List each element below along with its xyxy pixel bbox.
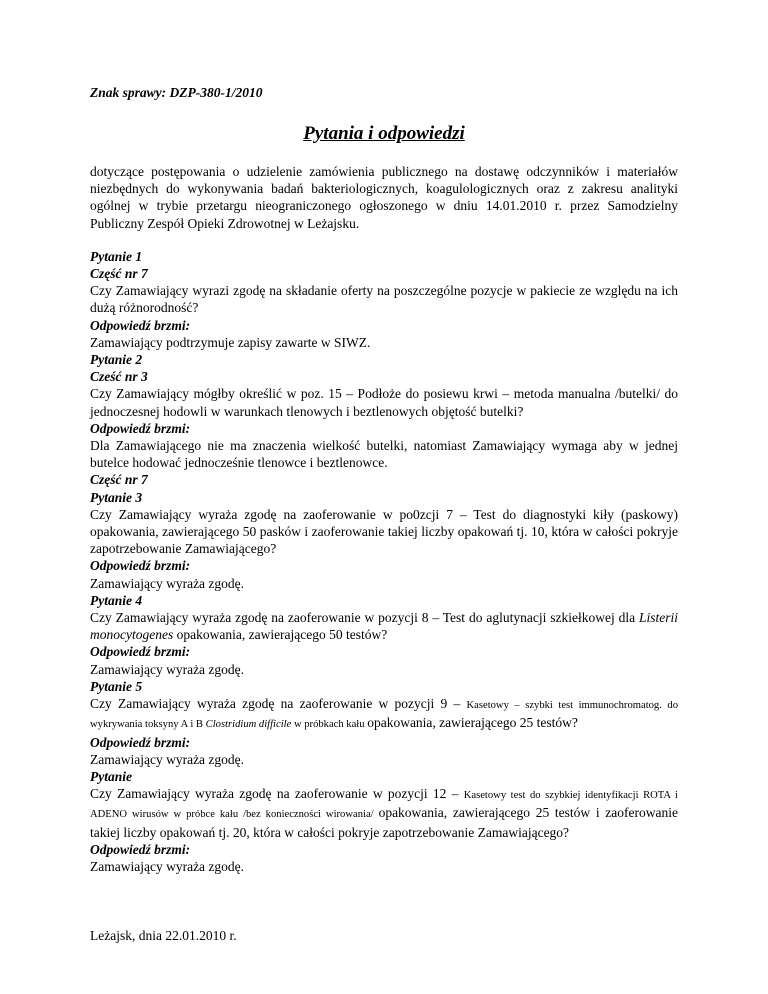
answer-3-label: Odpowiedź brzmi: [90,558,191,574]
answer-1-label: Odpowiedź brzmi: [90,317,191,333]
answer-5-label: Odpowiedź brzmi: [90,734,191,750]
answer-3-text: Zamawiający wyraża zgodę. [90,575,245,591]
question-2-text: Czy Zamawiający mógłby określić w poz. 15 – Podłoże do posiewu krwi – metoda manualna /butelki/ do jednoczesnej hodowli w warunkach tlenowych i beztlenowych objętość butelki? [90,386,678,419]
question-1-label: Pytanie 1 [90,248,143,264]
question-2-label: Pytanie 2 [90,352,143,368]
question-4-text [90,609,678,643]
qa-section [90,248,678,875]
question-4-text-a: Czy Zamawiający wyraża zgodę na zaoferowanie w pozycji 8 – Test do aglutynacji szkiełkowej dla [90,610,639,626]
question-6-text [90,785,678,841]
question-4-organism: Listerii monocytogenes [90,610,678,643]
question-5-label: Pytanie 5 [90,678,143,694]
question-3-label: Pytanie 3 [90,489,143,505]
answer-1-text: Zamawiający podtrzymuje zapisy zawarte w SIWZ. [90,334,371,350]
question-6-text-b: opakowania, zawierającego 25 testów i zaoferowanie takiej liczby opakowań tj. 20, która w całości pokryje zapotrzebowanie Zamawiającego? [90,805,678,840]
question-1-part: Część nr 7 [90,266,148,282]
question-5-text-b: opakowania, zawierającego 25 testów? [367,715,578,731]
question-6-label: Pytanie [90,768,132,784]
document-page [90,85,678,944]
answer-4-label: Odpowiedź brzmi: [90,644,191,660]
answer-2-text: Dla Zamawiającego nie ma znaczenia wielkość butelki, natomiast Zamawiający wymaga aby w jednej butelce hodować jednocześnie tlenowce i beztlenowce. [90,438,678,471]
case-number: Znak sprawy: DZP-380-1/2010 [90,85,263,100]
answer-4-text: Zamawiający wyraża zgodę. [90,661,245,677]
answer-5-text: Zamawiający wyraża zgodę. [90,751,245,767]
question-4-text-b: opakowania, zawierającego 50 testów? [173,627,388,643]
question-6-text-a: Czy Zamawiający wyraża zgodę na zaoferowanie w pozycji 12 – [90,786,464,802]
document-title: Pytania i odpowiedzi [303,123,465,144]
answer-2-label: Odpowiedź brzmi: [90,420,191,436]
question-5-text [90,695,678,733]
place-and-date: Leżajsk, dnia 22.01.2010 r. [90,928,237,944]
intro-paragraph: dotyczące postępowania o udzielenie zamówienia publicznego na dostawę odczynników i materiałów niezbędnych do wykonywania badań bakteriologicznych, koagulologicznych oraz z zakresu analityki ogólnej w trybie przetargu nieograniczonego ogłoszonego w dniu 14.01.2010 r. przez Samodzielny Publiczny Zespół Opieki Zdrowotnej w Leżajsku. [90,164,678,231]
part-heading: Część nr 7 [90,472,148,488]
question-5-small-a: Kasetowy – szybki test immunochromatog. do wykrywania toksyny A i B [90,700,678,731]
question-5-small-b: w próbkach kału [291,719,368,731]
question-4-label: Pytanie 4 [90,592,143,608]
question-1-text: Czy Zamawiający wyrazi zgodę na składanie oferty na poszczególne pozycje w pakiecie ze względu na ich dużą różnorodność? [90,283,678,316]
question-5-text-a: Czy Zamawiający wyraża zgodę na zaoferowanie w pozycji 9 – [90,696,467,712]
question-6-small: Kasetowy test do szybkiej identyfikacji ROTA i ADENO wirusów w próbce kału /bez konieczności wirowania/ [90,790,678,821]
answer-6-text: Zamawiający wyraża zgodę. [90,858,245,874]
question-5-organism: Clostridium difficile [205,719,292,731]
answer-6-label: Odpowiedź brzmi: [90,841,191,857]
question-2-part: Cześć nr 3 [90,369,148,385]
question-3-text: Czy Zamawiający wyraża zgodę na zaoferowanie w po0zcji 7 – Test do diagnostyki kiły (paskowy) opakowania, zawierającego 50 pasków i zaoferowanie takiej liczby opakowań tj. 10, która w całości pokryje zapotrzebowanie Zamawiającego? [90,506,678,557]
